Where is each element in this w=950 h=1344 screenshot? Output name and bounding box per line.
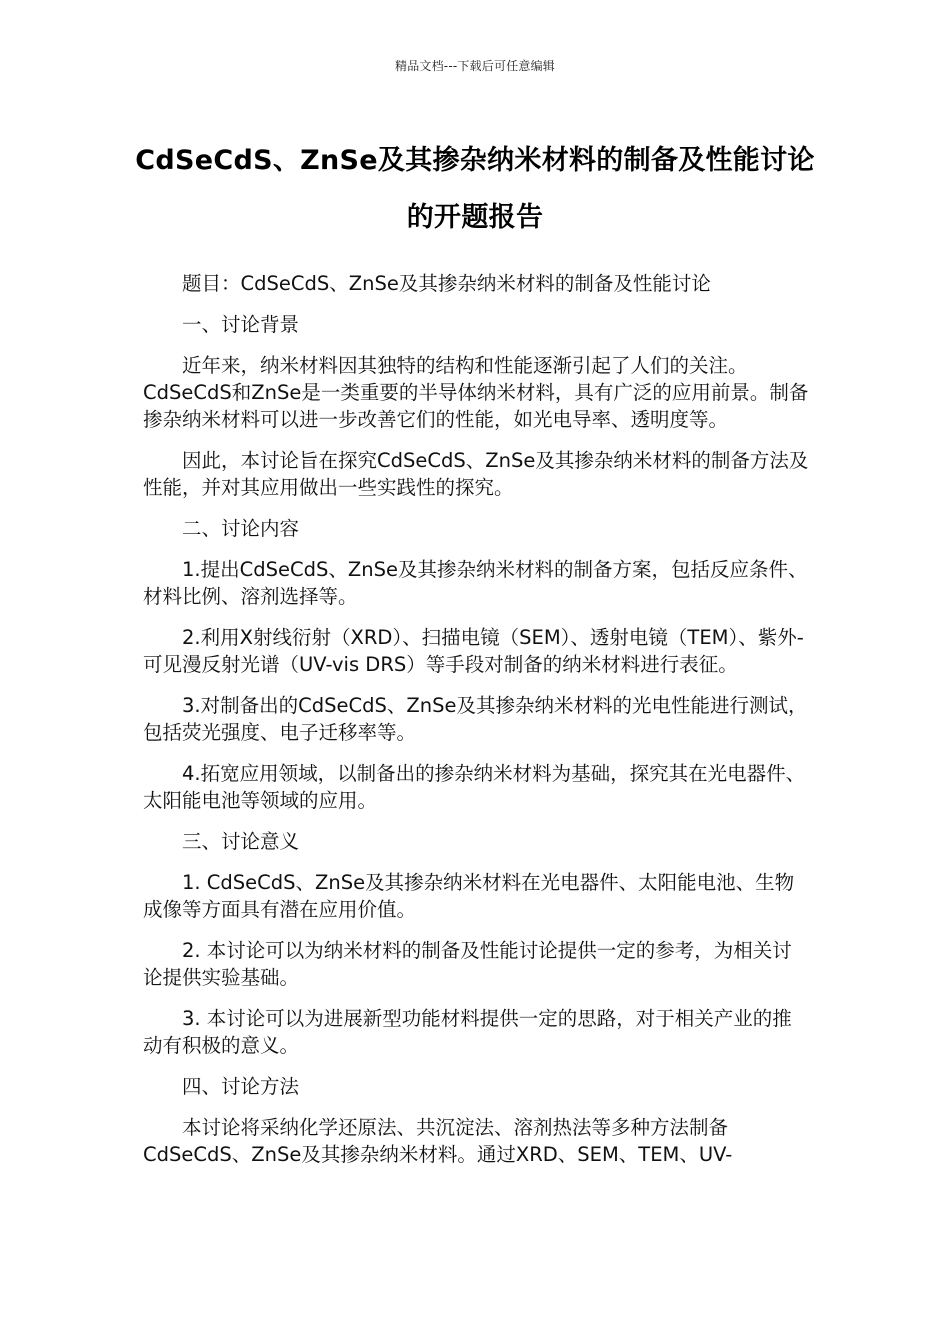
paragraph: 2.利用X射线衍射（XRD）、扫描电镜（SEM）、透射电镜（TEM）、紫外-可见漫反射光谱（UV-vis DRS）等手段对制备的纳米材料进行表征。: [143, 626, 804, 676]
paragraph: 3. 本讨论可以为进展新型功能材料提供一定的思路，对于相关产业的推动有积极的意义。: [143, 1007, 792, 1057]
document-title: CdSeCdS、ZnSe及其掺杂纳米材料的制备及性能讨论的开题报告: [135, 145, 815, 233]
paragraph: 2. 本讨论可以为纳米材料的制备及性能讨论提供一定的参考，为相关讨论提供实验基础。: [143, 939, 792, 989]
paragraph: 本讨论将采纳化学还原法、共沉淀法、溶剂热法等多种方法制备CdSeCdS、ZnSe及其掺杂纳米材料。通过XRD、SEM、TEM、UV-: [143, 1116, 733, 1166]
section-heading-content: 二、讨论内容: [182, 517, 300, 540]
paragraph: 1.提出CdSeCdS、ZnSe及其掺杂纳米材料的制备方案，包括反应条件、材料比例、溶剂选择等。: [143, 558, 808, 608]
document-body: [143, 270, 811, 1182]
header-note: 精品文档---下载后可任意编辑: [395, 59, 555, 73]
section-heading-significance: 三、讨论意义: [182, 830, 300, 853]
section-heading-background: 一、讨论背景: [182, 313, 300, 336]
paragraph: 1. CdSeCdS、ZnSe及其掺杂纳米材料在光电器件、太阳能电池、生物成像等方面具有潜在应用价值。: [143, 871, 795, 921]
topic-line: 题目：CdSeCdS、ZnSe及其掺杂纳米材料的制备及性能讨论: [182, 272, 711, 295]
paragraph: 近年来，纳米材料因其独特的结构和性能逐渐引起了人们的关注。CdSeCdS和ZnSe是一类重要的半导体纳米材料，具有广泛的应用前景。制备掺杂纳米材料可以进一步改善它们的性能，如光电导率、透明度等。: [143, 354, 809, 431]
paragraph: 4.拓宽应用领域，以制备出的掺杂纳米材料为基础，探究其在光电器件、太阳能电池等领域的应用。: [143, 762, 806, 812]
section-heading-methods: 四、讨论方法: [182, 1075, 300, 1098]
paragraph: 3.对制备出的CdSeCdS、ZnSe及其掺杂纳米材料的光电性能进行测试，包括荧光强度、电子迁移率等。: [143, 694, 808, 744]
paragraph: 因此，本讨论旨在探究CdSeCdS、ZnSe及其掺杂纳米材料的制备方法及性能，并对其应用做出一些实践性的探究。: [143, 449, 809, 499]
